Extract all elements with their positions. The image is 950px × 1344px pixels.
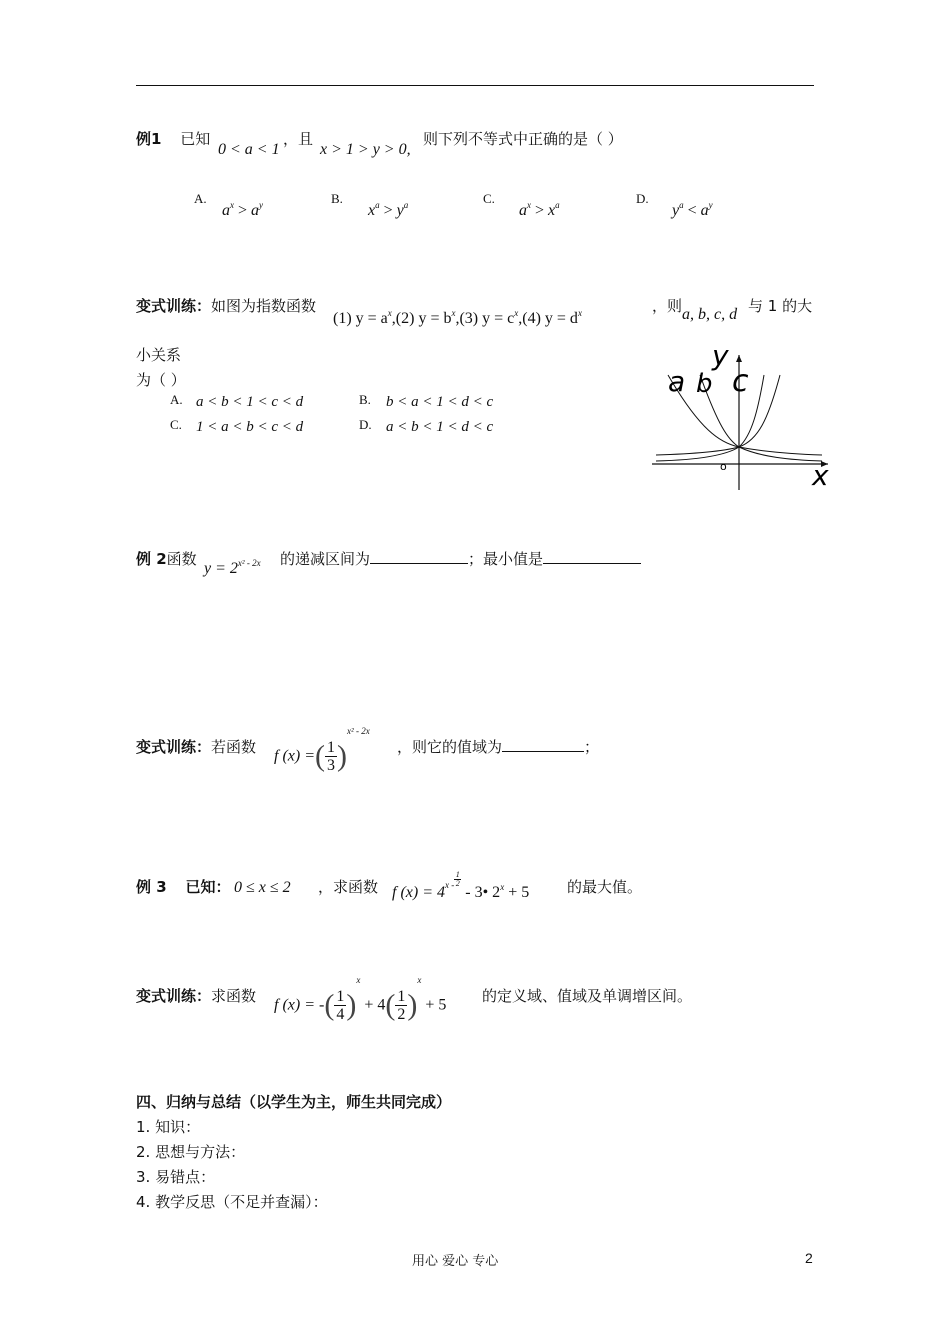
summary-item: 1. 知识： bbox=[136, 1118, 201, 1136]
ex1-option-b-expr: $x^a > y^a$ bbox=[368, 200, 409, 219]
summary-heading: 四、归纳与总结（以学生为主，师生共同完成） bbox=[136, 1093, 452, 1111]
ex3-cond: 0 ≤ x ≤ 2 bbox=[234, 879, 291, 896]
ex3-formula: f $(x) = 4^{x - \frac{1}{2}}$ - 3• $2^x + 5$ bbox=[392, 870, 530, 901]
var1-line2: 小关系 bbox=[136, 346, 182, 364]
var1-option-a-letter: A. bbox=[170, 392, 183, 407]
ex1-cond2: x > 1 > y > 0, bbox=[320, 141, 411, 158]
var3-line: 变式训练：求函数 bbox=[136, 987, 257, 1005]
var1-line1: 变式训练：如图为指数函数 bbox=[136, 297, 317, 315]
ex1-option-c-expr: $a^x > x^a$ bbox=[519, 200, 560, 219]
var3-formula: f (x) = -( $\frac{1}{4}$ )$^x$ + 4( $\frac{1}{2}$ )$^x$ + 5 bbox=[274, 975, 447, 1023]
var1-functions: (1) $y = a^x,(2) y = b^x,(3) y = c^x,(4) y = d^x$ bbox=[333, 308, 582, 327]
var2-formula: f (x) =( $\frac{1}{3}$ )$^{x^2 - 2x}$ bbox=[274, 726, 370, 774]
ex1-line bbox=[136, 128, 210, 149]
ex2-label: 例 2 bbox=[136, 550, 167, 568]
graph-label-o: o bbox=[720, 460, 727, 473]
var1-line3: 为（ ） bbox=[136, 371, 186, 389]
var1-option-d-letter: D. bbox=[359, 417, 372, 432]
graph-label-c: c bbox=[732, 364, 749, 399]
graph-label-b: b bbox=[696, 369, 713, 399]
page-number: 2 bbox=[805, 1250, 813, 1266]
ex1-option-c: C. bbox=[483, 191, 495, 206]
var1-option-a: a < b < 1 < c < d bbox=[196, 394, 304, 410]
ex1-option-d-expr: $y^a < a^y$ bbox=[672, 200, 713, 219]
var1-option-c-letter: C. bbox=[170, 417, 182, 432]
graph-label-y: y bbox=[712, 339, 729, 372]
var2-label: 变式训练： bbox=[136, 738, 212, 756]
var1-then: ，则 bbox=[652, 297, 683, 315]
ex1-question: 则下列不等式中正确的是（ ） bbox=[423, 130, 623, 148]
var1-option-d: a < b < 1 < d < c bbox=[386, 419, 494, 435]
ex1-qie: ，且 bbox=[283, 130, 314, 148]
var1-label: 变式训练： bbox=[136, 297, 212, 315]
ex3-max: 的最大值。 bbox=[567, 878, 643, 896]
graph-label-x: x bbox=[812, 459, 829, 492]
ex1-option-b: B. bbox=[331, 191, 343, 206]
var1-compare: 与 1 的大 bbox=[748, 297, 813, 315]
summary-item: 4. 教学反思（不足并查漏）： bbox=[136, 1193, 328, 1211]
ex1-cond1: 0 < a < 1 bbox=[218, 141, 280, 158]
var1-option-c: 1 < a < b < c < d bbox=[196, 419, 304, 435]
ex2-blank-min[interactable] bbox=[543, 549, 641, 564]
var1-vars: a, b, c, d bbox=[682, 306, 738, 323]
ex1-option-d: D. bbox=[636, 191, 649, 206]
ex1-label: 例1 bbox=[136, 130, 162, 148]
var1-option-b: b < a < 1 < d < c bbox=[386, 394, 494, 410]
ex2-blank-interval[interactable] bbox=[370, 549, 468, 564]
ex2-line: 例 2函数 bbox=[136, 550, 197, 568]
var3-label: 变式训练： bbox=[136, 987, 212, 1005]
y-axis-arrow bbox=[736, 355, 742, 362]
ex1-option-a: A. bbox=[194, 191, 207, 206]
ex3-label: 例 3 bbox=[136, 878, 167, 896]
graph-label-a: a bbox=[668, 365, 686, 398]
var2-blank-range[interactable] bbox=[502, 737, 584, 752]
ex1-known: 已知 bbox=[180, 130, 211, 148]
summary-item: 2. 思想与方法： bbox=[136, 1143, 246, 1161]
var1-option-b-letter: B. bbox=[359, 392, 371, 407]
var3-rest: 的定义域、值域及单调增区间。 bbox=[482, 987, 693, 1005]
header-rule bbox=[136, 85, 814, 86]
ex3-ask: ，求函数 bbox=[318, 878, 379, 896]
curve-b bbox=[700, 375, 822, 461]
ex2-formula: $y = 2^{x^2 - 2x}$ bbox=[204, 558, 261, 577]
var2-rest: ，则它的值域为 ； bbox=[397, 738, 600, 756]
var2-line: 变式训练：若函数 bbox=[136, 738, 257, 756]
ex2-rest: 的递减区间为 ；最小值是 bbox=[280, 548, 641, 569]
ex3-line: 例 3 已知： bbox=[136, 878, 231, 896]
footer-motto: 用心 爱心 专心 bbox=[412, 1254, 499, 1269]
ex1-option-a-expr: $a^x > a^y$ bbox=[222, 200, 264, 219]
exponential-graph bbox=[640, 335, 840, 495]
summary-item: 3. 易错点： bbox=[136, 1168, 216, 1186]
